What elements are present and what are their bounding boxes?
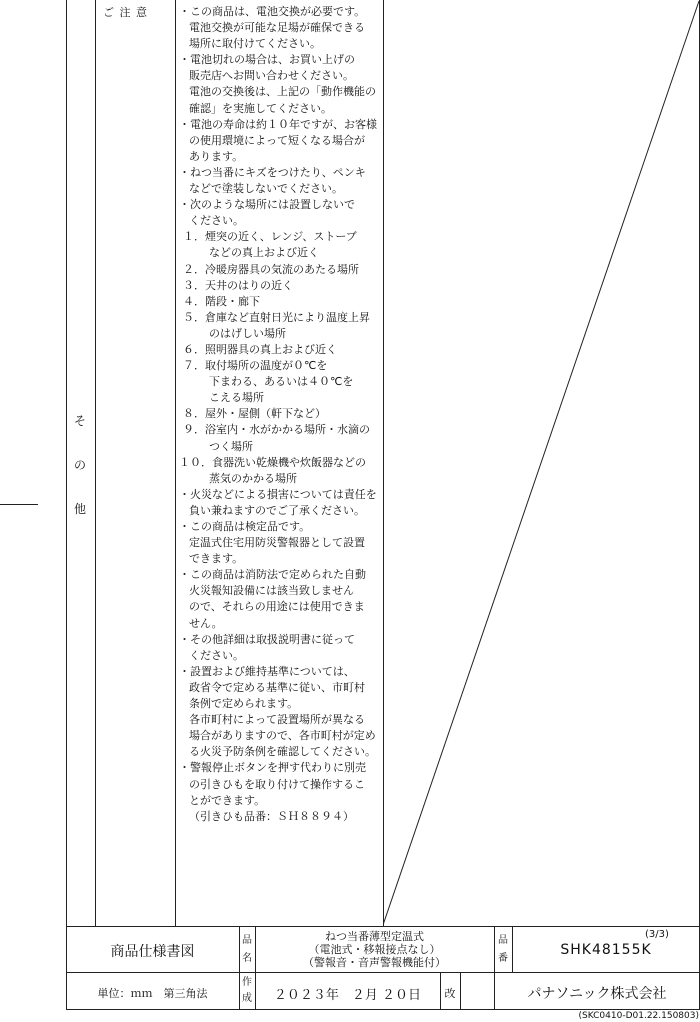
caution-line: 各市町村によって設置場所が異なる bbox=[189, 713, 365, 727]
name-label-1: 品 bbox=[242, 935, 252, 946]
caution-line: ８．屋外・屋側（軒下など） bbox=[183, 407, 326, 421]
caution-line: できます。 bbox=[189, 552, 244, 566]
caution-line: ください。 bbox=[189, 214, 244, 228]
caution-line: の引きひもを取り付けて操作するこ bbox=[189, 777, 365, 791]
caution-line: １０．食器洗い乾燥機や炊飯器などの bbox=[179, 455, 366, 469]
caution-line: ４．階段・廊下 bbox=[183, 294, 260, 308]
created-label-2: 成 bbox=[242, 993, 252, 1004]
caution-line: あります。 bbox=[189, 149, 244, 163]
created-date: ２０２３年 ２月 ２０日 bbox=[273, 988, 422, 1003]
document-title: 商品仕様書図 bbox=[110, 944, 195, 960]
caution-line: ください。 bbox=[189, 648, 244, 662]
caution-line: 電池の交換後は、上記の「動作機能の bbox=[189, 85, 376, 99]
product-name bbox=[255, 930, 494, 969]
category-label-2: の bbox=[73, 458, 86, 472]
fold-mark bbox=[0, 504, 38, 505]
category-label-3: 他 bbox=[73, 502, 86, 516]
caution-line: の使用環境によって短くなる場合が bbox=[189, 133, 365, 147]
caution-line: ・この商品は、電池交換が必要です。 bbox=[179, 5, 366, 18]
page-number: (3/3) bbox=[645, 929, 669, 940]
caution-line: ・設置および維持基準については、 bbox=[179, 664, 355, 678]
title-block-top-line bbox=[66, 926, 700, 927]
caution-line: ・ねつ当番にキズをつけたり、ペンキ bbox=[179, 165, 366, 179]
caution-line: ・電池の寿命は約１０年ですが、お客様 bbox=[179, 117, 377, 131]
caution-line: 販売店へお問い合わせください。 bbox=[189, 69, 354, 83]
caution-line: 蒸気のかかる場所 bbox=[209, 471, 297, 485]
revision-label: 改 bbox=[444, 987, 456, 1000]
tb-line-6 bbox=[460, 972, 461, 1010]
unit-projection: 単位：ｍｍ 第三角法 bbox=[97, 987, 208, 1000]
caution-line: 場合がありますので、各市町村が定め bbox=[189, 729, 376, 743]
caution-line: のはげしい場所 bbox=[209, 326, 286, 340]
caution-line: 下まわる、あるいは４０℃を bbox=[209, 375, 354, 389]
caution-line: ・この商品は検定品です。 bbox=[179, 520, 311, 533]
caution-line: ・この商品は消防法で定められた自動 bbox=[179, 568, 366, 582]
title-block-mid-line bbox=[66, 972, 700, 973]
created-label-1: 作 bbox=[242, 977, 252, 988]
caution-list bbox=[179, 4, 377, 825]
caution-line: 条例で定められます。 bbox=[189, 697, 299, 711]
caution-line: ６．照明器具の真上および近く bbox=[183, 342, 337, 356]
footer-code: (SKC0410-D01.22.150803) bbox=[578, 1011, 699, 1021]
caution-line: ２．冷暖房器具の気流のあたる場所 bbox=[183, 262, 359, 276]
frame-bottom-line bbox=[66, 1009, 700, 1010]
caution-line: ３．天井のはりの近く bbox=[183, 278, 293, 292]
caution-line: ・火災などによる損害については責任を bbox=[179, 487, 377, 501]
name-label-2: 名 bbox=[242, 953, 252, 964]
caution-line: 火災報知設備には該当致しません bbox=[189, 584, 354, 598]
caution-line: １．煙突の近く、レンジ、ストーブ bbox=[183, 230, 357, 244]
empty-area-diagonal bbox=[383, 0, 700, 926]
number-label-2: 番 bbox=[498, 953, 508, 964]
number-label-1: 品 bbox=[498, 935, 508, 946]
caution-line: などで塗装しないでください。 bbox=[189, 182, 343, 196]
product-name-line-3: （警報音・音声警報機能付） bbox=[303, 956, 446, 969]
category-column-line bbox=[95, 0, 96, 926]
caution-line: 確認」を実施してください。 bbox=[189, 101, 332, 115]
frame-left-line bbox=[66, 0, 67, 1010]
caution-line: 電池交換が可能な足場が確保できる bbox=[189, 21, 365, 35]
header-column-line bbox=[175, 0, 176, 926]
caution-line: 政省令で定める基準に従い、市町村 bbox=[189, 680, 365, 694]
category-label-1: そ bbox=[73, 414, 86, 428]
caution-line: 負い兼ねますのでご了承ください。 bbox=[189, 503, 365, 517]
caution-header: ご 注 意 bbox=[103, 6, 148, 19]
caution-line: などの真上および近く bbox=[209, 246, 319, 260]
caution-line: せん。 bbox=[189, 616, 223, 630]
caution-line: ・電池切れの場合は、お買い上げの bbox=[179, 53, 355, 67]
caution-line: 定温式住宅用防災警報器として設置 bbox=[189, 536, 365, 550]
product-name-line-1: ねつ当番薄型定温式 bbox=[325, 930, 424, 943]
product-number: SHK48155K bbox=[560, 942, 652, 958]
caution-line: こえる場所 bbox=[209, 391, 264, 405]
caution-line: ５．倉庫など直射日光により温度上昇 bbox=[183, 310, 370, 324]
caution-line: ７．取付場所の温度が０℃を bbox=[183, 359, 328, 373]
caution-line: ・次のような場所には設置しないで bbox=[179, 198, 355, 212]
caution-line: 場所に取付けてください。 bbox=[189, 37, 321, 51]
caution-line: ので、それらの用途には使用できま bbox=[189, 600, 365, 614]
caution-line: つく場所 bbox=[209, 439, 253, 453]
caution-line: （引きひも品番：ＳＨ８８９４） bbox=[189, 809, 354, 823]
caution-line: ９．浴室内・水がかかる場所・水滴の bbox=[183, 423, 370, 437]
company-name: パナソニック株式会社 bbox=[527, 986, 667, 1002]
caution-line: とができます。 bbox=[189, 793, 266, 807]
caution-line: る火災予防条例を確認してください。 bbox=[189, 745, 376, 759]
caution-line: ・警報停止ボタンを押す代わりに別売 bbox=[179, 761, 366, 775]
product-name-line-2: （電池式・移報接点なし） bbox=[308, 943, 441, 956]
caution-line: ・その他詳細は取扱説明書に従って bbox=[179, 632, 355, 646]
